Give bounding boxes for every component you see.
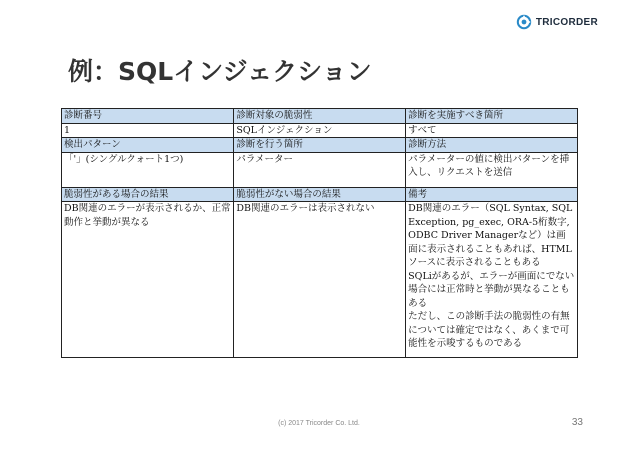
header-cell: 備考: [406, 187, 578, 202]
table-row: [62, 152, 578, 187]
table-row: [62, 123, 578, 138]
header-cell: 診断方法: [406, 138, 578, 153]
header-cell: 診断を実施すべき箇所: [406, 109, 578, 124]
table-cell: パラメーターの値に検出パターンを挿入し、リクエストを送信: [406, 152, 578, 187]
page-number: 33: [571, 417, 583, 428]
logo-text: TRICORDER: [535, 16, 598, 28]
header-cell: 診断対象の脆弱性: [234, 109, 406, 124]
table-cell: すべて: [406, 123, 578, 138]
header-cell: 診断番号: [62, 109, 234, 124]
table-cell: 1: [62, 123, 234, 138]
tricorder-logo-icon: [516, 14, 532, 30]
table-header-row: [62, 109, 578, 124]
header-cell: 診断を行う箇所: [234, 138, 406, 153]
company-logo: [516, 14, 598, 30]
table-cell: DB関連のエラー（SQL Syntax, SQLException, pg_exec, ORA-5桁数字, ODBC Driver Managerなど）は画面に表示されることもあれば、HTMLソースに表示されることもある SQLiがあるが、エラーが画面にでない場合には正常時と挙動が異なることもある ただし、この診断手法の脆弱性の有無については確定ではなく、あくまで可能性を示唆するものである: [406, 202, 578, 358]
header-cell: 検出パターン: [62, 138, 234, 153]
table-cell: 「'」(シングルクォート1つ): [62, 152, 234, 187]
copyright-text: (c) 2017 Tricorder Co. Ltd.: [278, 420, 360, 427]
table-row: [62, 202, 578, 358]
header-cell: 脆弱性がない場合の結果: [234, 187, 406, 202]
header-cell: 脆弱性がある場合の結果: [62, 187, 234, 202]
table-cell: SQLインジェクション: [234, 123, 406, 138]
diagnosis-table: [61, 108, 578, 358]
table-header-row: [62, 138, 578, 153]
table-cell: DB関連のエラーが表示されるか、正常動作と挙動が異なる: [62, 202, 234, 358]
table-cell: DB関連のエラーは表示されない: [234, 202, 406, 358]
slide-title: 例：SQLインジェクション: [68, 57, 372, 86]
table-header-row: [62, 187, 578, 202]
table-cell: パラメーター: [234, 152, 406, 187]
